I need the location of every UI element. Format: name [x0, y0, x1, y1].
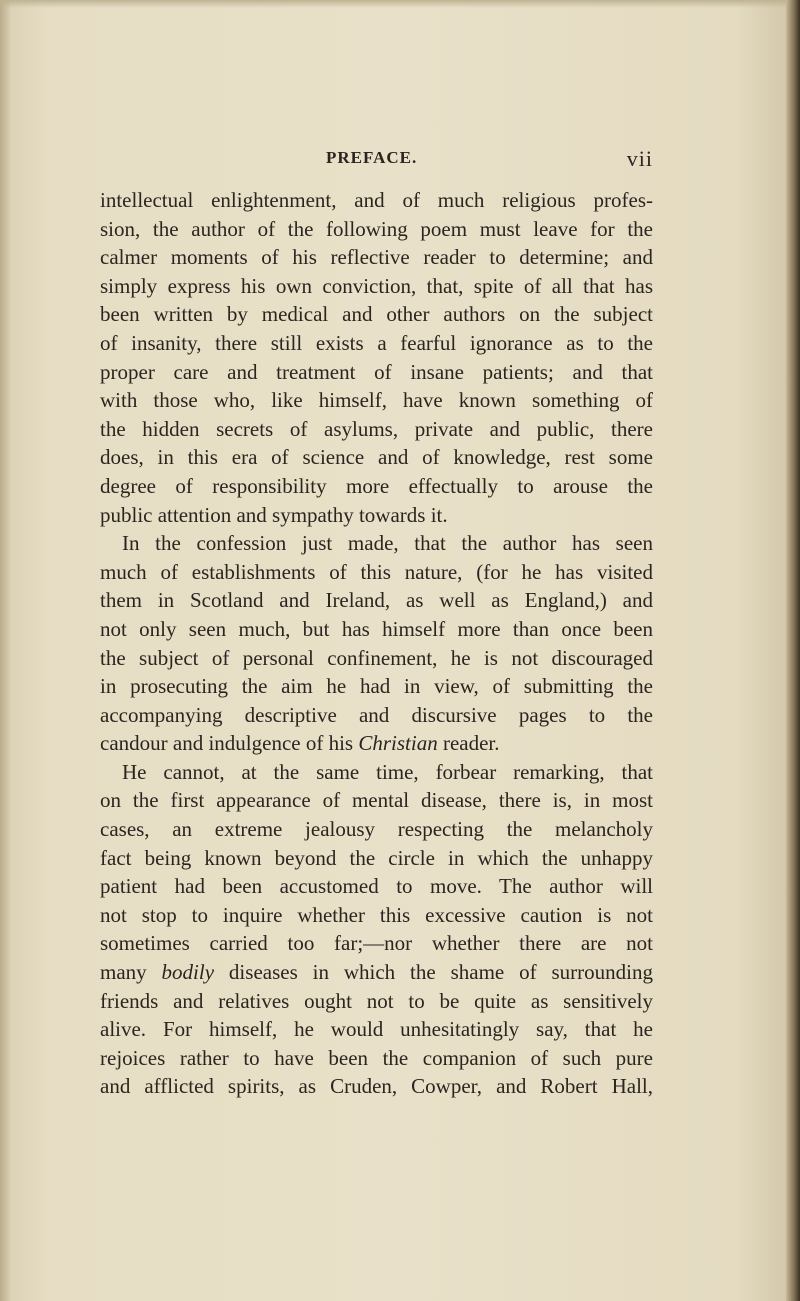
text-segment: reader. [437, 731, 500, 756]
paragraph-start-line: He cannot, at the same time, forbear remarking, that [122, 759, 653, 784]
text-line: the subject of personal confinement, he is not discouraged [100, 645, 653, 670]
text-line: been written by medical and other authors on the subject [100, 302, 653, 327]
text-line: in prosecuting the aim he had in view, of submitting the [100, 674, 653, 699]
text-line: not only seen much, but has himself more than once been [100, 616, 653, 641]
text-line: calmer moments of his reflective reader to determine; and [100, 245, 653, 270]
text-line: degree of responsibility more effectually to arouse the [100, 473, 653, 498]
page-number: vii [626, 146, 653, 171]
text-segment: many [100, 960, 162, 985]
text-line: public attention and sympathy towards it. [100, 502, 448, 527]
text-line: sometimes carried too far;—nor whether there are not [100, 931, 653, 956]
text-line: intellectual enlightenment, and of much religious profes- [100, 188, 653, 212]
text-line: and afflicted spirits, as Cruden, Cowper, and Robert Hall, [100, 1074, 653, 1099]
text-line: much of establishments of this nature, (for he has visited [100, 559, 653, 584]
italic-word: Christian [358, 731, 438, 756]
page-top-edge [0, 0, 800, 8]
text-line: does, in this era of science and of knowledge, rest some [100, 445, 653, 470]
text-line [100, 729, 653, 758]
text-segment: candour and indulgence of his [100, 731, 359, 756]
text-line: not stop to inquire whether this excessive caution is not [100, 902, 653, 927]
text-line [100, 958, 653, 987]
text-line: alive. For himself, he would unhesitatingly say, that he [100, 1017, 653, 1042]
text-line: of insanity, there still exists a fearful ignorance as to the [100, 330, 653, 355]
text-line: them in Scotland and Ireland, as well as England,) and [100, 588, 653, 613]
text-line: simply express his own conviction, that, spite of all that has [100, 273, 653, 298]
text-line: friends and relatives ought not to be quite as sensitively [100, 988, 653, 1013]
paragraph-start-line: In the confession just made, that the author has seen [122, 531, 653, 556]
text-line: accompanying descriptive and discursive pages to the [100, 702, 653, 727]
text-line: sion, the author of the following poem must leave for the [100, 216, 653, 241]
text-line: rejoices rather to have been the companion of such pure [100, 1045, 653, 1070]
page-fore-edge [786, 0, 800, 1301]
text-line: on the first appearance of mental disease, there is, in most [100, 788, 653, 813]
page-gutter [0, 0, 10, 1301]
text-line: cases, an extreme jealousy respecting the melancholy [100, 817, 653, 842]
text-segment: diseases in which the shame of surrounding [214, 960, 653, 985]
text-line: the hidden secrets of asylums, private and public, there [100, 416, 653, 441]
text-line: fact being known beyond the circle in which the unhappy [100, 845, 653, 870]
body-text [100, 186, 653, 1101]
text-line: with those who, like himself, have known something of [100, 388, 653, 413]
running-head-title: PREFACE. [326, 148, 418, 167]
text-line: patient had been accustomed to move. The author will [100, 874, 653, 899]
text-line: proper care and treatment of insane patients; and that [100, 359, 653, 384]
running-head [100, 148, 653, 178]
italic-word: bodily [161, 960, 215, 985]
